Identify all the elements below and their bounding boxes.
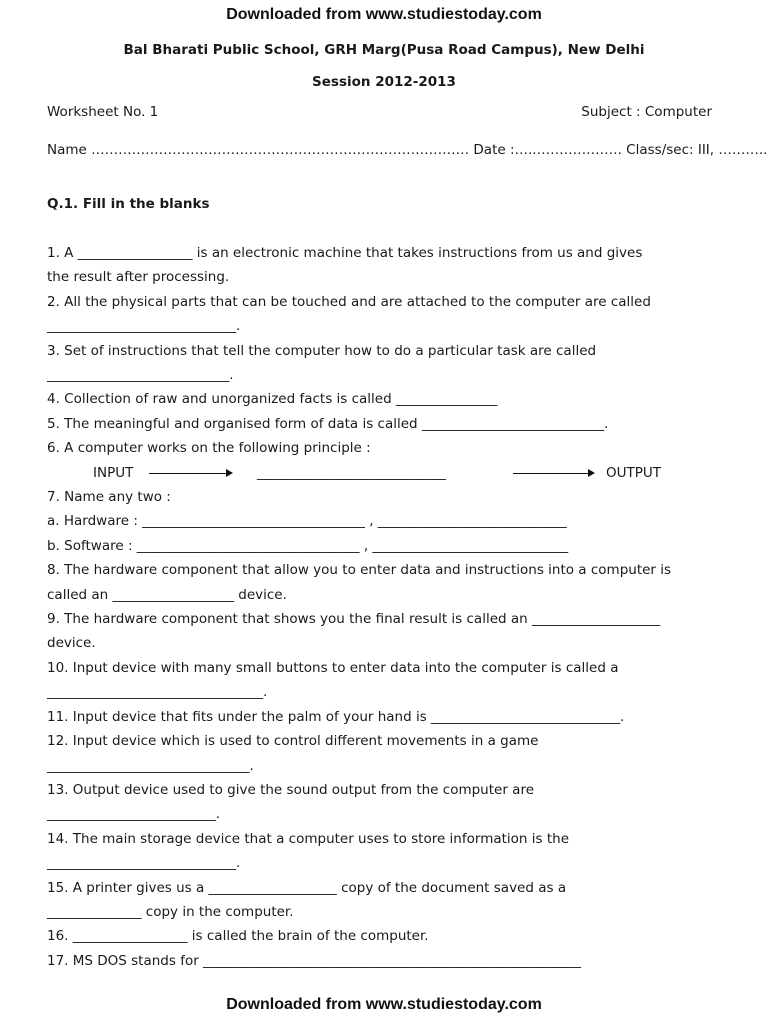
question-line: device. — [47, 635, 96, 652]
question-list — [47, 241, 721, 973]
question-line: 12. Input device which is used to control different movements in a game — [47, 733, 539, 750]
question-line: 3. Set of instructions that tell the computer how to do a particular task are called — [47, 342, 597, 359]
question-line: _________________________. — [47, 806, 221, 823]
arrow-right-icon — [513, 473, 593, 474]
school-name: Bal Bharati Public School, GRH Marg(Pusa Road Campus), New Delhi — [123, 42, 645, 58]
question-line: 2. All the physical parts that can be touched and are attached to the computer are called — [47, 293, 651, 310]
subject-label: Subject : Computer — [581, 104, 712, 120]
session-label: Session 2012-2013 — [312, 74, 456, 90]
worksheet-number: Worksheet No. 1 — [47, 104, 159, 120]
flow-output-label: OUTPUT — [606, 464, 662, 481]
question-line: 7. Name any two : — [47, 489, 171, 506]
question-line: 9. The hardware component that shows you the final result is called an ___________________ — [47, 611, 661, 628]
section-title: Q.1. Fill in the blanks — [47, 196, 210, 212]
question-line: 8. The hardware component that allow you to enter data and instructions into a computer is — [47, 562, 672, 579]
question-line: 17. MS DOS stands for ________________________________________________________ — [47, 952, 582, 969]
flow-blank: ____________________________ — [257, 464, 446, 481]
question-line: 1. A _________________ is an electronic machine that takes instructions from us and gives — [47, 245, 643, 261]
question-line: ______________ copy in the computer. — [47, 903, 294, 920]
question-line: 6. A computer works on the following principle : — [47, 440, 371, 457]
question-line: ______________________________. — [47, 757, 254, 774]
question-line: 13. Output device used to give the sound output from the computer are — [47, 781, 535, 798]
question-line: 16. _________________ is called the brain of the computer. — [47, 928, 429, 945]
question-line: 11. Input device that fits under the palm of your hand is ____________________________. — [47, 708, 625, 725]
question-line: a. Hardware : _________________________________ , ____________________________ — [47, 513, 567, 530]
question-line: 15. A printer gives us a ___________________ copy of the document saved as a — [47, 879, 567, 896]
worksheet-info-row — [47, 104, 721, 120]
download-banner-top: Downloaded from www.studiestoday.com — [226, 6, 542, 23]
question-line: 4. Collection of raw and unorganized facts is called _______________ — [47, 391, 498, 408]
question-line: called an __________________ device. — [47, 586, 287, 603]
question-line: b. Software : _________________________________ , _____________________________ — [47, 537, 569, 554]
question-line: ________________________________. — [47, 684, 268, 701]
student-details-line: Name ………………………………………………………………………… Date :…..………………. Class/sec: III, ……….. — [47, 142, 768, 158]
question-line: 10. Input device with many small buttons to enter data into the computer is called a — [47, 659, 619, 676]
download-banner-bottom: Downloaded from www.studiestoday.com — [226, 996, 542, 1013]
flow-input-label: INPUT — [93, 464, 134, 481]
question-line: ___________________________. — [47, 367, 234, 384]
question-line: 5. The meaningful and organised form of data is called ___________________________. — [47, 415, 609, 432]
input-output-diagram — [47, 461, 721, 485]
question-line: the result after processing. — [47, 269, 230, 286]
question-line: 14. The main storage device that a computer uses to store information is the — [47, 830, 569, 847]
question-line: ____________________________. — [47, 318, 241, 335]
arrow-right-icon — [149, 473, 231, 474]
question-line: ____________________________. — [47, 855, 241, 872]
